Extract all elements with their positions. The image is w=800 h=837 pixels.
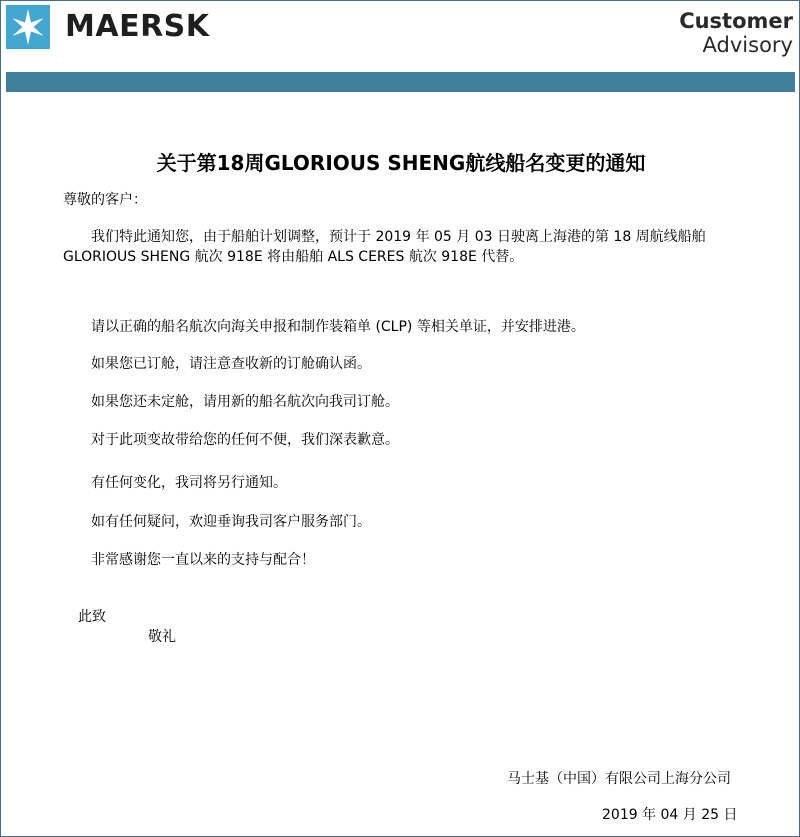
notice-date: 2019 年 04 月 25 日 xyxy=(602,807,738,823)
customer-advisory-label xyxy=(679,9,793,57)
notice-paragraph: 如果您已订舱，请注意查收新的订舱确认函。 xyxy=(91,356,371,372)
notice-paragraph: 有任何变化，我司将另行通知。 xyxy=(91,475,287,491)
header-divider-bar xyxy=(6,72,795,92)
advisory-line-2: Advisory xyxy=(702,33,793,57)
maersk-star-logo-icon xyxy=(6,5,50,49)
closing-phrase: 此致 xyxy=(78,609,106,625)
intro-line-2: GLORIOUS SHENG 航次 918E 将由船舶 ALS CERES 航次 918E 代替。 xyxy=(63,249,524,265)
intro-paragraph xyxy=(63,227,706,267)
company-signature: 马士基（中国）有限公司上海分公司 xyxy=(507,771,731,787)
intro-line-1: 我们特此通知您，由于船舶计划调整，预计于 2019 年 05 月 03 日驶离上海港的第 18 周航线船舶 xyxy=(91,229,706,245)
notice-paragraph: 如果您还未定舱，请用新的船名航次向我司订舱。 xyxy=(91,394,399,410)
brand-name: MAERSK xyxy=(65,9,210,44)
notice-paragraph: 对于此项变故带给您的任何不便，我们深表歉意。 xyxy=(91,432,399,448)
advisory-line-1: Customer xyxy=(679,9,793,33)
notice-paragraph: 非常感谢您一直以来的支持与配合！ xyxy=(91,552,315,568)
salutation: 尊敬的客户： xyxy=(63,192,147,208)
notice-paragraph: 请以正确的船名航次向海关申报和制作装箱单 (CLP) 等相关单证，并安排进港。 xyxy=(91,319,585,335)
notice-title: 关于第18周GLORIOUS SHENG航线船名变更的通知 xyxy=(156,151,646,175)
notice-paragraph: 如有任何疑问，欢迎垂询我司客户服务部门。 xyxy=(91,514,371,530)
closing-regards: 敬礼 xyxy=(148,629,176,645)
